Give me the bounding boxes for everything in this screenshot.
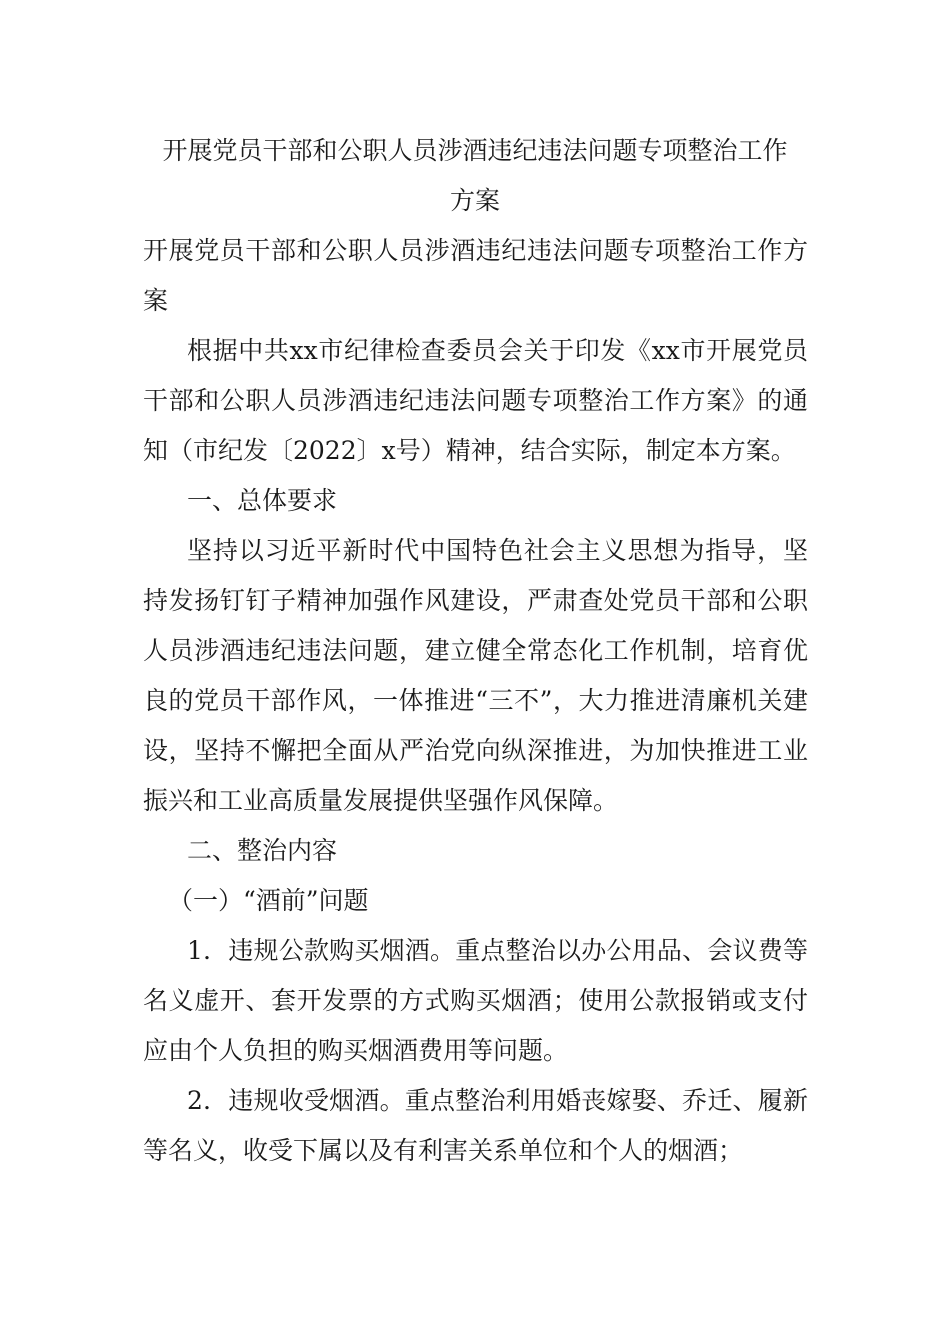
section-2-heading: 二、整治内容 [187,836,338,865]
section-1-paragraph: 坚持以习近平新时代中国特色社会主义思想为指导，坚持发扬钉钉子精神加强作风建设，严肃查处党员干部和公职人员涉酒违纪违法问题，建立健全常态化工作机制，培育优良的党员干部作风，一体推进“三不”，大力推进清廉机关建设，坚持不懈把全面从严治党向纵深推进，为加快推进工业振兴和工业高质量发展提供坚强作风保障。 [143,536,808,815]
document-body [143,226,808,1176]
section-1-heading: 一、总体要求 [187,486,338,515]
repeat-title-paragraph: 开展党员干部和公职人员涉酒违纪违法问题专项整治工作方案 [143,236,808,315]
document-title-line-2: 方案 [449,186,500,215]
item-1-paragraph: 1．违规公款购买烟酒。重点整治以办公用品、会议费等名义虚开、套开发票的方式购买烟酒；使用公款报销或支付应由个人负担的购买烟酒费用等问题。 [143,936,808,1065]
intro-paragraph: 根据中共xx市纪律检查委员会关于印发《xx市开展党员干部和公职人员涉酒违纪违法问题专项整治工作方案》的通知（市纪发〔2022〕x号）精神，结合实际，制定本方案。 [143,336,808,465]
subsection-1-heading: （一）“酒前”问题 [168,886,369,915]
document-title-line-1: 开展党员干部和公职人员涉酒违纪违法问题专项整治工作 [162,136,788,165]
item-2-paragraph: 2．违规收受烟酒。重点整治利用婚丧嫁娶、乔迁、履新等名义，收受下属以及有利害关系单位和个人的烟酒； [143,1086,808,1165]
